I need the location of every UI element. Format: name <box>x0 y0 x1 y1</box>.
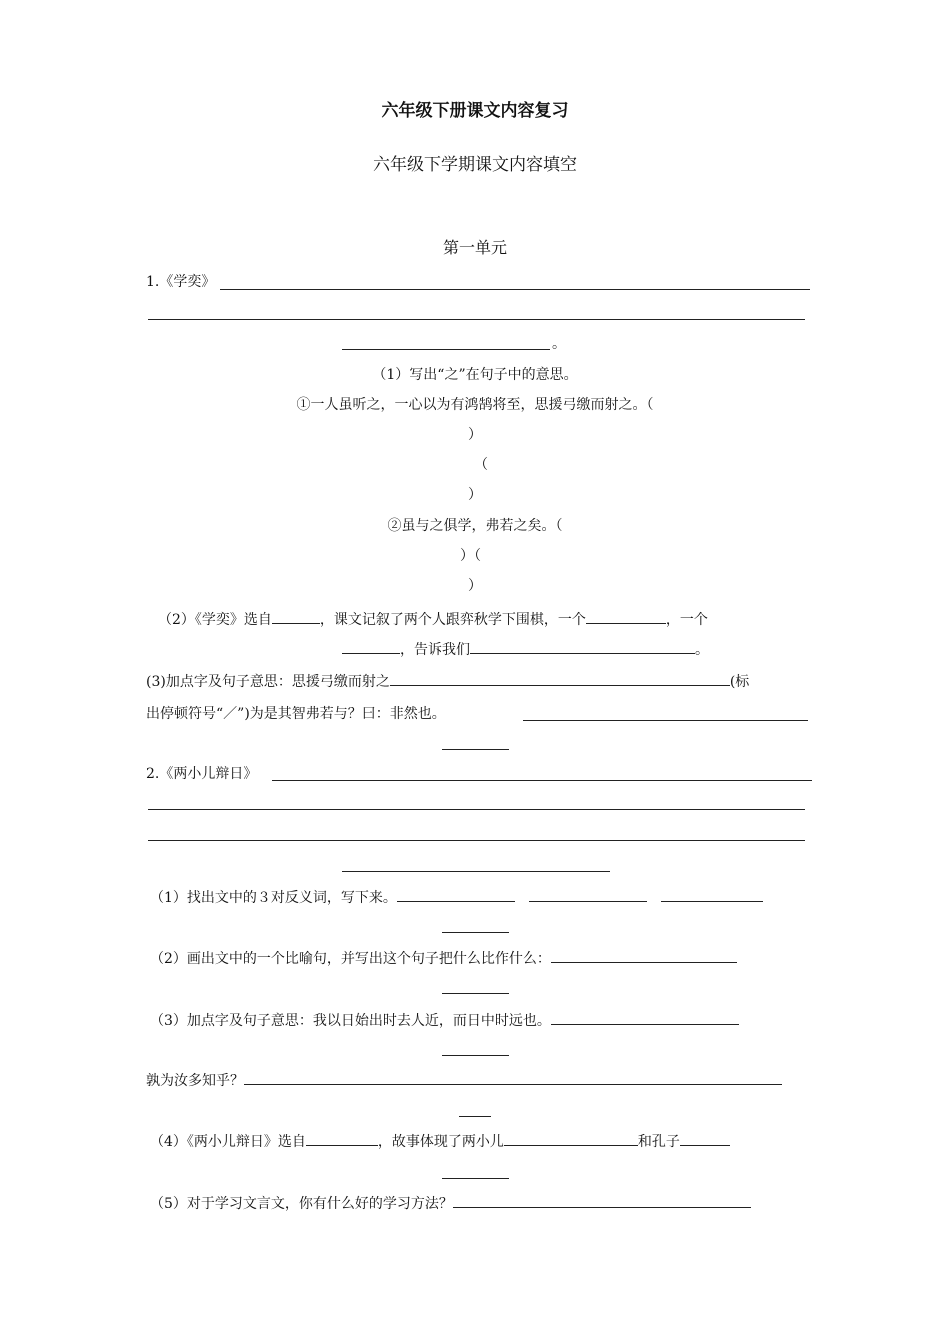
q2-part4 <box>150 1131 730 1152</box>
q1-part3-text-a: (3)加点字及句子意思：思援弓缴而射之 <box>146 674 390 690</box>
answer-line[interactable] <box>523 720 808 721</box>
blank-antonym-3[interactable] <box>661 887 763 902</box>
q1-sentence-1: ①一人虽听之，一心以为有鸿鹄将至，思援弓缴而射之。（ <box>296 397 654 413</box>
q2-part4-text-b: ，故事体现了两小儿 <box>377 1134 504 1150</box>
q2-part2-text: （2）画出文中的一个比喻句，并写出这个句子把什么比作什么： <box>150 951 551 967</box>
q2-part4-text-c: 和孔子 <box>637 1134 680 1150</box>
q2-part5 <box>150 1193 751 1214</box>
paren-close: ） <box>468 487 482 503</box>
q2-part2 <box>150 948 737 969</box>
blank-source[interactable] <box>272 609 320 624</box>
blank-metaphor[interactable] <box>551 948 737 963</box>
paren-close: ） <box>468 578 482 594</box>
q1-sentence-2: ②虽与之俱学，弗若之矣。（ <box>387 518 563 534</box>
blank-source[interactable] <box>306 1131 378 1146</box>
q1-part2-line2 <box>342 639 709 660</box>
blank-sentence-meaning[interactable] <box>551 1010 739 1025</box>
blank-antonym-2[interactable] <box>529 887 647 902</box>
blank-confucius-trait[interactable] <box>680 1131 730 1146</box>
answer-line[interactable] <box>148 840 805 841</box>
q1-part3-text-b: (标 <box>729 674 750 690</box>
blank-lesson[interactable] <box>470 639 695 654</box>
blank-study-method[interactable] <box>453 1193 751 1208</box>
answer-line[interactable] <box>442 1055 509 1056</box>
blank-person-1[interactable] <box>586 609 666 624</box>
paren-open: （ <box>474 457 488 473</box>
answer-line[interactable] <box>148 319 805 320</box>
q1-part2-text-a: （2）《学奕》选自 <box>158 612 272 628</box>
q2-part1-text: （1）找出文中的３对反义词，写下来。 <box>150 890 397 906</box>
q2-part3b <box>146 1070 782 1091</box>
page-title: 六年级下册课文内容复习 <box>381 101 569 121</box>
answer-line[interactable] <box>342 871 610 872</box>
q2-part3 <box>150 1010 739 1031</box>
answer-line[interactable] <box>148 809 805 810</box>
q1-part2-text-b: ，课文记叙了两个人跟弈秋学下围棋，一个 <box>319 612 586 628</box>
answer-line[interactable] <box>342 349 550 350</box>
answer-line[interactable] <box>272 780 812 781</box>
q1-label: 1.《学奕》 <box>146 274 216 290</box>
q1-part2-text-c: ，一个 <box>665 612 708 628</box>
answer-line[interactable] <box>442 1178 509 1179</box>
paren-close: ） <box>468 427 482 443</box>
unit-heading: 第一单元 <box>442 238 507 257</box>
answer-line[interactable] <box>442 993 509 994</box>
blank-sentence-meaning-2[interactable] <box>244 1070 782 1085</box>
q2-part3-text: （3）加点字及句子意思：我以日始出时去人近，而日中时远也。 <box>150 1013 551 1029</box>
paren-pair: ）（ <box>460 548 481 564</box>
q1-part1-prompt: （1）写出“之”在句子中的意思。 <box>372 367 578 383</box>
answer-line[interactable] <box>220 289 810 290</box>
q2-part4-text-a: （4）《两小儿辩日》选自 <box>150 1134 306 1150</box>
q2-part5-text: （5）对于学习文言文，你有什么好的学习方法？ <box>150 1196 453 1212</box>
end-mark: 。 <box>552 336 566 352</box>
blank-antonym-1[interactable] <box>397 887 515 902</box>
q2-part3b-text: 孰为汝多知乎？ <box>146 1073 244 1089</box>
blank-children-trait[interactable] <box>504 1131 638 1146</box>
q1-part2-line1 <box>158 609 708 630</box>
q1-part2-text-e: 。 <box>695 642 709 658</box>
blank-person-2[interactable] <box>342 639 400 654</box>
q2-label: 2.《两小儿辩日》 <box>146 766 258 782</box>
q1-part2-text-d: ，告诉我们 <box>400 642 470 658</box>
q1-part3-line1 <box>146 671 749 692</box>
page-subtitle: 六年级下学期课文内容填空 <box>373 155 577 175</box>
q1-part3-line2: 出停顿符号“／”)为是其智弗若与？曰：非然也。 <box>146 706 446 722</box>
answer-line[interactable] <box>459 1116 491 1117</box>
answer-line[interactable] <box>442 749 509 750</box>
blank-meaning[interactable] <box>390 671 730 686</box>
answer-line[interactable] <box>442 932 509 933</box>
q2-part1 <box>150 887 763 908</box>
